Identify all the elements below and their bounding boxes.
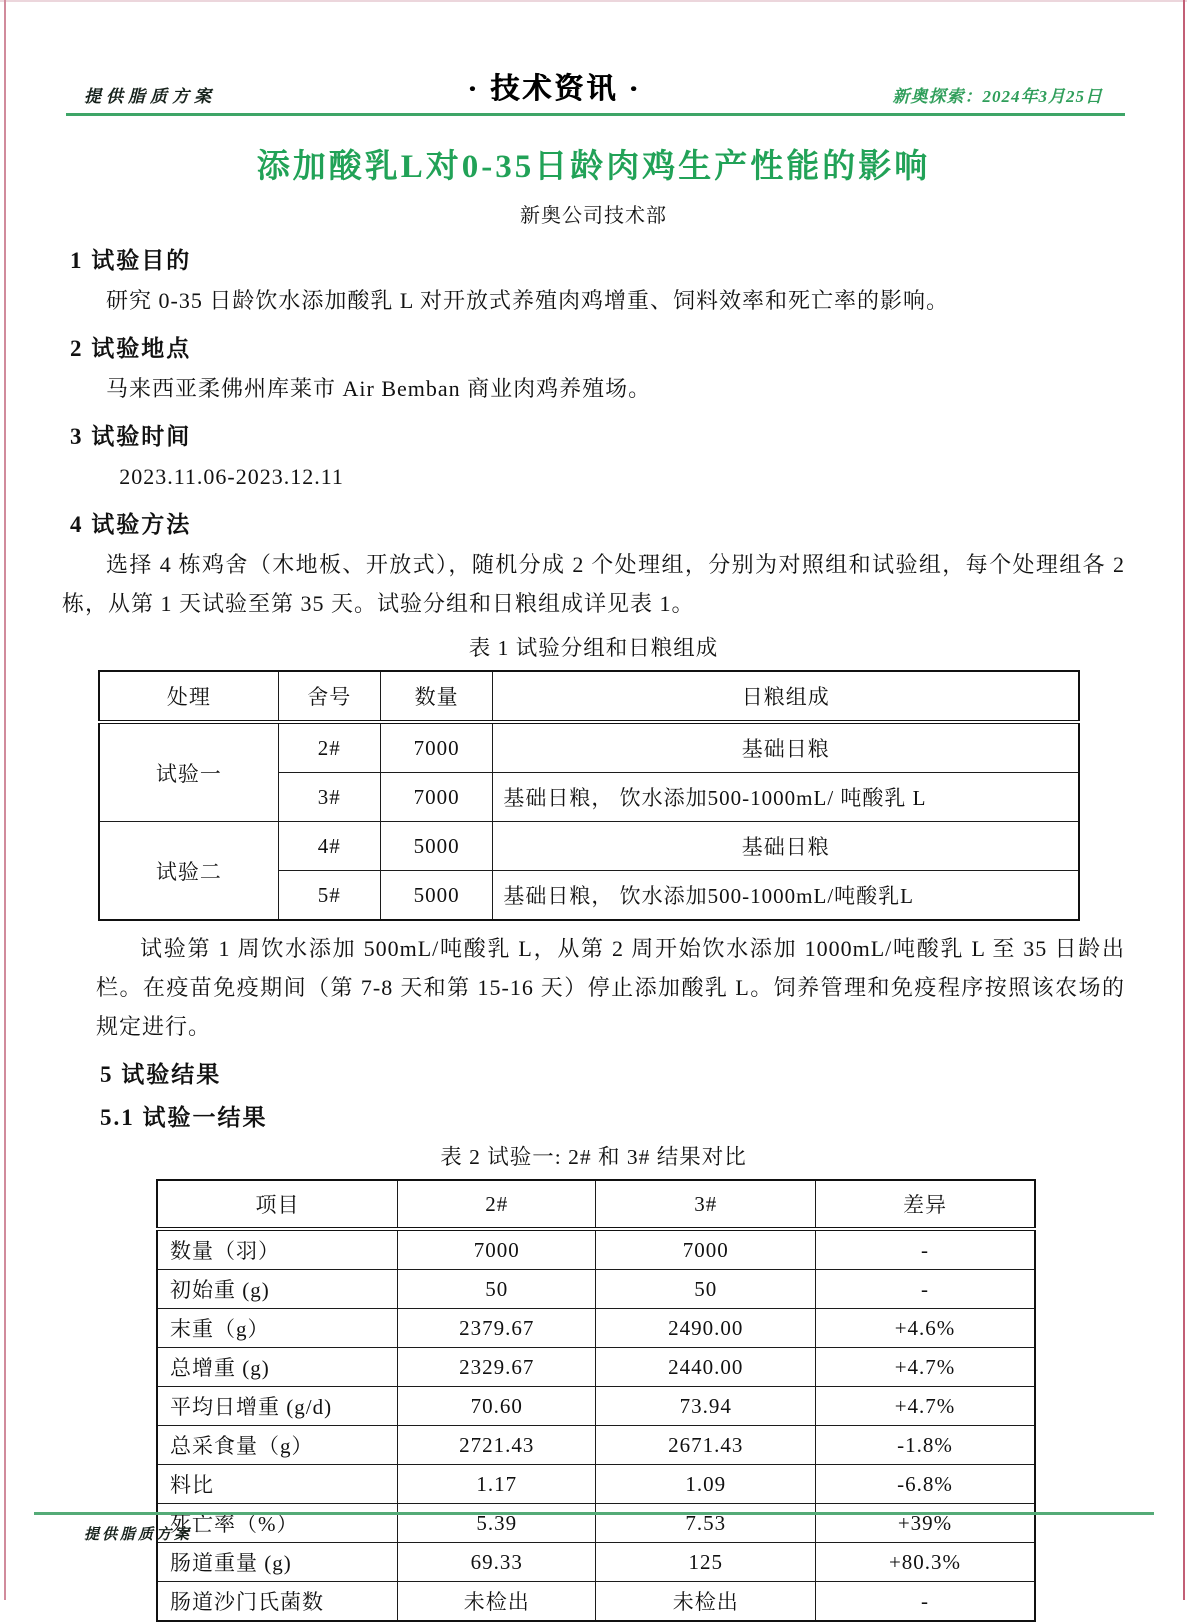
value-cell: 2329.67 xyxy=(398,1348,596,1387)
diet-cell: 基础日粮， 饮水添加500-1000mL/吨酸乳L xyxy=(493,871,1079,921)
house-cell: 4# xyxy=(278,822,380,871)
col-header-diet: 日粮组成 xyxy=(493,671,1079,722)
diet-cell: 基础日粮 xyxy=(493,722,1079,773)
diff-cell: - xyxy=(815,1582,1035,1622)
table-row xyxy=(157,1348,1035,1387)
table-row xyxy=(157,1270,1035,1309)
diff-cell: +4.6% xyxy=(815,1309,1035,1348)
table-row xyxy=(99,722,1079,773)
count-cell: 7000 xyxy=(380,773,493,822)
row-label-cell: 肠道沙门氏菌数 xyxy=(157,1582,398,1622)
section-2-body: 马来西亚柔佛州库莱市 Air Bemban 商业肉鸡养殖场。 xyxy=(106,376,652,401)
col-header-item: 项目 xyxy=(157,1180,398,1229)
table-row xyxy=(99,822,1079,871)
col-header-house: 舍号 xyxy=(278,671,380,722)
diff-cell: +80.3% xyxy=(815,1543,1035,1582)
section-5-heading: 5 试验结果 xyxy=(100,1062,222,1087)
table-row xyxy=(157,1387,1035,1426)
page-right-edge-line xyxy=(1183,0,1185,1600)
value-cell: 70.60 xyxy=(398,1387,596,1426)
house-cell: 2# xyxy=(278,722,380,773)
value-cell: 50 xyxy=(398,1270,596,1309)
value-cell: 1.09 xyxy=(596,1465,816,1504)
diff-cell: +4.7% xyxy=(815,1387,1035,1426)
table-row xyxy=(157,1465,1035,1504)
col-header-3: 3# xyxy=(596,1180,816,1229)
section-4-body: 选择 4 栋鸡舍（木地板、开放式），随机分成 2 个处理组，分别为对照组和试验组，每个处理组各 2 栋，从第 1 天试验至第 35 天。试验分组和日粮组成详见表 1。 xyxy=(62,552,1125,616)
table-row xyxy=(157,1309,1035,1348)
treatment-groups-table xyxy=(98,670,1080,921)
value-cell: 125 xyxy=(596,1543,816,1582)
diff-cell: +39% xyxy=(815,1504,1035,1543)
section-3-body: 2023.11.06-2023.12.11 xyxy=(119,464,344,489)
value-cell: 7000 xyxy=(596,1229,816,1270)
header-slogan: 提供脂质方案 xyxy=(84,87,216,106)
treatment-cell: 试验二 xyxy=(99,822,278,921)
diet-cell: 基础日粮 xyxy=(493,822,1079,871)
diff-cell: - xyxy=(815,1270,1035,1309)
count-cell: 7000 xyxy=(380,722,493,773)
treatment-cell: 试验一 xyxy=(99,722,278,822)
article-title: 添加酸乳L对0-35日龄肉鸡生产性能的影响 xyxy=(256,149,931,185)
publication-title: · 技术资讯 · xyxy=(467,73,642,105)
page-header xyxy=(62,66,1125,107)
row-label-cell: 肠道重量 (g) xyxy=(157,1543,398,1582)
row-label-cell: 末重（g） xyxy=(157,1309,398,1348)
diff-cell: - xyxy=(815,1229,1035,1270)
value-cell: 1.17 xyxy=(398,1465,596,1504)
count-cell: 5000 xyxy=(380,871,493,921)
value-cell: 2721.43 xyxy=(398,1426,596,1465)
value-cell: 5.39 xyxy=(398,1504,596,1543)
table2-caption: 表 2 试验一: 2# 和 3# 结果对比 xyxy=(440,1145,747,1169)
value-cell: 2490.00 xyxy=(596,1309,816,1348)
table-row xyxy=(157,1426,1035,1465)
diet-cell: 基础日粮， 饮水添加500-1000mL/ 吨酸乳 L xyxy=(493,773,1079,822)
section-3-heading: 3 试验时间 xyxy=(70,424,192,449)
header-date: 新奥探索：2024年3月25日 xyxy=(892,87,1103,106)
value-cell: 7.53 xyxy=(596,1504,816,1543)
row-label-cell: 死亡率（%） xyxy=(157,1504,398,1543)
col-header-treatment: 处理 xyxy=(99,671,278,722)
header-rule xyxy=(66,113,1125,116)
value-cell: 2671.43 xyxy=(596,1426,816,1465)
row-label-cell: 数量（羽） xyxy=(157,1229,398,1270)
value-cell: 未检出 xyxy=(398,1582,596,1622)
house-cell: 3# xyxy=(278,773,380,822)
table1-caption: 表 1 试验分组和日粮组成 xyxy=(468,636,719,660)
diff-cell: -6.8% xyxy=(815,1465,1035,1504)
value-cell: 73.94 xyxy=(596,1387,816,1426)
row-label-cell: 平均日增重 (g/d) xyxy=(157,1387,398,1426)
row-label-cell: 料比 xyxy=(157,1465,398,1504)
table-header-row xyxy=(99,671,1079,722)
table-row xyxy=(157,1543,1035,1582)
table-row xyxy=(157,1582,1035,1622)
section-1-body: 研究 0-35 日龄饮水添加酸乳 L 对开放式养殖肉鸡增重、饲料效率和死亡率的影响。 xyxy=(106,288,949,313)
row-label-cell: 总采食量（g） xyxy=(157,1426,398,1465)
section-5-1-heading: 5.1 试验一结果 xyxy=(100,1105,268,1130)
section-1-heading: 1 试验目的 xyxy=(70,248,192,273)
table-header-row xyxy=(157,1180,1035,1229)
section-2-heading: 2 试验地点 xyxy=(70,336,192,361)
footer-slogan: 提供脂质方案 xyxy=(84,1527,193,1543)
row-label-cell: 总增重 (g) xyxy=(157,1348,398,1387)
section-4-heading: 4 试验方法 xyxy=(70,512,192,537)
page-top-edge-line xyxy=(0,0,1187,2)
page-left-edge-line xyxy=(4,0,6,1600)
count-cell: 5000 xyxy=(380,822,493,871)
results-table xyxy=(156,1179,1036,1622)
value-cell: 69.33 xyxy=(398,1543,596,1582)
col-header-count: 数量 xyxy=(380,671,493,722)
value-cell: 50 xyxy=(596,1270,816,1309)
article-subtitle: 新奥公司技术部 xyxy=(520,205,667,227)
col-header-diff: 差异 xyxy=(815,1180,1035,1229)
value-cell: 7000 xyxy=(398,1229,596,1270)
value-cell: 2440.00 xyxy=(596,1348,816,1387)
diff-cell: -1.8% xyxy=(815,1426,1035,1465)
value-cell: 未检出 xyxy=(596,1582,816,1622)
table-row xyxy=(157,1229,1035,1270)
col-header-2: 2# xyxy=(398,1180,596,1229)
row-label-cell: 初始重 (g) xyxy=(157,1270,398,1309)
method-note: 试验第 1 周饮水添加 500mL/吨酸乳 L，从第 2 周开始饮水添加 1000mL/吨酸乳 L 至 35 日龄出栏。在疫苗免疫期间（第 7-8 天和第 15-16 天）停止添加酸乳 L。饲养管理和免疫程序按照该农场的规定进行。 xyxy=(96,936,1125,1039)
diff-cell: +4.7% xyxy=(815,1348,1035,1387)
value-cell: 2379.67 xyxy=(398,1309,596,1348)
page-footer xyxy=(34,1512,1154,1544)
house-cell: 5# xyxy=(278,871,380,921)
